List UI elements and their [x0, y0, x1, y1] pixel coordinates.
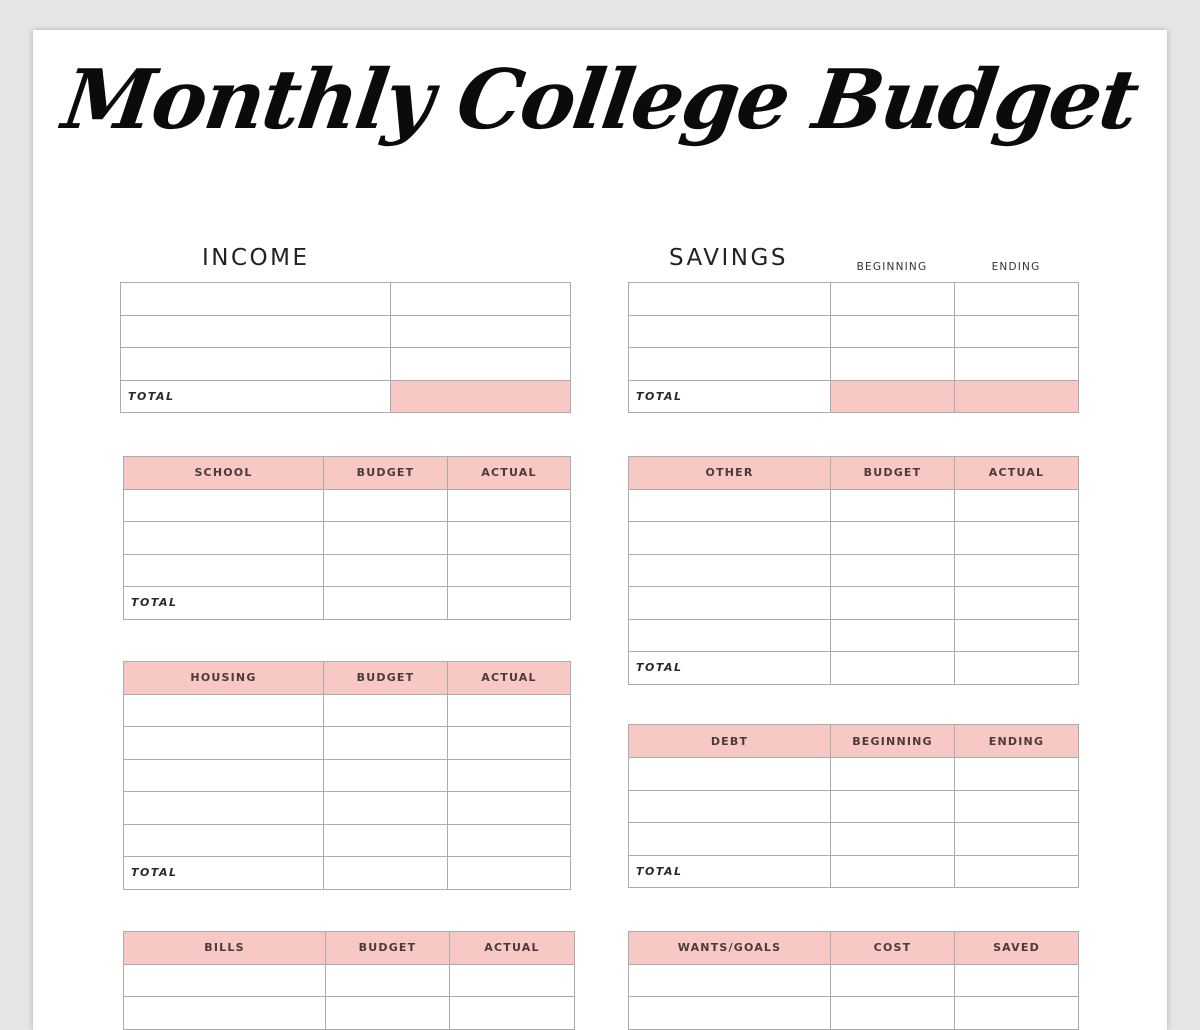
income-source-cell[interactable] [121, 283, 391, 316]
savings-ending-total-cell[interactable] [955, 380, 1079, 413]
school-actual-total-cell[interactable] [448, 587, 571, 620]
debt-ending-total-cell[interactable] [955, 855, 1079, 888]
housing-budget-total-cell[interactable] [324, 857, 448, 890]
actual-header: ACTUAL [955, 457, 1079, 490]
school-header: SCHOOL [124, 457, 324, 490]
savings-total-label: TOTAL [629, 380, 831, 413]
other-budget-cell[interactable] [831, 489, 955, 522]
housing-budget-cell[interactable] [324, 694, 448, 727]
savings-beginning-cell[interactable] [831, 283, 955, 316]
other-budget-cell[interactable] [831, 619, 955, 652]
savings-ending-cell[interactable] [955, 283, 1079, 316]
beginning-header: BEGINNING [831, 725, 955, 758]
debt-beginning-total-cell[interactable] [831, 855, 955, 888]
bills-header: BILLS [124, 932, 326, 965]
housing-actual-cell[interactable] [448, 694, 571, 727]
housing-item-cell[interactable] [124, 792, 324, 825]
other-actual-cell[interactable] [955, 619, 1079, 652]
page-title: Monthly College Budget [57, 52, 1143, 148]
housing-budget-cell[interactable] [324, 727, 448, 760]
debt-beginning-cell[interactable] [831, 823, 955, 856]
wants-goals-header: WANTS/GOALS [629, 932, 831, 965]
school-total-label: TOTAL [124, 587, 324, 620]
savings-label: SAVINGS [669, 245, 788, 271]
budget-header: BUDGET [326, 932, 450, 965]
wants-cost-cell[interactable] [831, 997, 955, 1030]
savings-beginning-total-cell[interactable] [831, 380, 955, 413]
income-label: INCOME [202, 245, 310, 271]
savings-table [628, 282, 1079, 413]
savings-account-cell[interactable] [629, 348, 831, 381]
housing-item-cell[interactable] [124, 727, 324, 760]
school-actual-cell[interactable] [448, 554, 571, 587]
housing-header: HOUSING [124, 662, 324, 695]
housing-total-label: TOTAL [124, 857, 324, 890]
other-item-cell[interactable] [629, 522, 831, 555]
school-budget-total-cell[interactable] [324, 587, 448, 620]
school-item-cell[interactable] [124, 522, 324, 555]
savings-beginning-label: BEGINNING [856, 261, 928, 273]
savings-ending-cell[interactable] [955, 315, 1079, 348]
actual-header: ACTUAL [448, 662, 571, 695]
other-actual-cell[interactable] [955, 522, 1079, 555]
debt-header: DEBT [629, 725, 831, 758]
wants-saved-cell[interactable] [955, 964, 1079, 997]
housing-actual-total-cell[interactable] [448, 857, 571, 890]
debt-total-label: TOTAL [629, 855, 831, 888]
other-budget-cell[interactable] [831, 522, 955, 555]
housing-actual-cell[interactable] [448, 824, 571, 857]
budget-header: BUDGET [324, 457, 448, 490]
other-budget-cell[interactable] [831, 554, 955, 587]
debt-beginning-cell[interactable] [831, 790, 955, 823]
budget-header: BUDGET [324, 662, 448, 695]
other-budget-total-cell[interactable] [831, 652, 955, 685]
savings-ending-cell[interactable] [955, 348, 1079, 381]
other-actual-cell[interactable] [955, 489, 1079, 522]
debt-ending-cell[interactable] [955, 790, 1079, 823]
cost-header: COST [831, 932, 955, 965]
school-actual-cell[interactable] [448, 489, 571, 522]
housing-actual-cell[interactable] [448, 727, 571, 760]
other-total-label: TOTAL [629, 652, 831, 685]
income-table [120, 282, 571, 413]
bills-table [123, 931, 575, 1030]
savings-ending-label: ENDING [991, 261, 1041, 273]
debt-table [628, 724, 1079, 888]
wants-cost-cell[interactable] [831, 964, 955, 997]
debt-ending-cell[interactable] [955, 823, 1079, 856]
debt-beginning-cell[interactable] [831, 758, 955, 791]
bills-actual-cell[interactable] [450, 964, 575, 997]
saved-header: SAVED [955, 932, 1079, 965]
debt-ending-cell[interactable] [955, 758, 1079, 791]
other-actual-cell[interactable] [955, 587, 1079, 620]
debt-item-cell[interactable] [629, 790, 831, 823]
school-budget-cell[interactable] [324, 554, 448, 587]
income-source-cell[interactable] [121, 348, 391, 381]
bills-actual-cell[interactable] [450, 997, 575, 1030]
actual-header: ACTUAL [448, 457, 571, 490]
school-table [123, 456, 571, 620]
housing-budget-cell[interactable] [324, 759, 448, 792]
other-header: OTHER [629, 457, 831, 490]
other-item-cell[interactable] [629, 619, 831, 652]
savings-account-cell[interactable] [629, 283, 831, 316]
income-total-cell[interactable] [391, 380, 571, 413]
savings-beginning-cell[interactable] [831, 315, 955, 348]
wants-item-cell[interactable] [629, 997, 831, 1030]
school-budget-cell[interactable] [324, 489, 448, 522]
housing-actual-cell[interactable] [448, 759, 571, 792]
housing-budget-cell[interactable] [324, 824, 448, 857]
budget-header: BUDGET [831, 457, 955, 490]
wants-saved-cell[interactable] [955, 997, 1079, 1030]
savings-account-cell[interactable] [629, 315, 831, 348]
school-item-cell[interactable] [124, 489, 324, 522]
other-item-cell[interactable] [629, 489, 831, 522]
bills-budget-cell[interactable] [326, 997, 450, 1030]
other-budget-cell[interactable] [831, 587, 955, 620]
debt-item-cell[interactable] [629, 758, 831, 791]
housing-table [123, 661, 571, 890]
income-amount-cell[interactable] [391, 348, 571, 381]
housing-actual-cell[interactable] [448, 792, 571, 825]
ending-header: ENDING [955, 725, 1079, 758]
housing-budget-cell[interactable] [324, 792, 448, 825]
savings-beginning-cell[interactable] [831, 348, 955, 381]
debt-item-cell[interactable] [629, 823, 831, 856]
other-item-cell[interactable] [629, 587, 831, 620]
bills-item-cell[interactable] [124, 997, 326, 1030]
income-amount-cell[interactable] [391, 283, 571, 316]
school-actual-cell[interactable] [448, 522, 571, 555]
other-table [628, 456, 1079, 685]
income-amount-cell[interactable] [391, 315, 571, 348]
bills-budget-cell[interactable] [326, 964, 450, 997]
other-actual-total-cell[interactable] [955, 652, 1079, 685]
bills-item-cell[interactable] [124, 964, 326, 997]
wants-item-cell[interactable] [629, 964, 831, 997]
actual-header: ACTUAL [450, 932, 575, 965]
housing-item-cell[interactable] [124, 824, 324, 857]
wants-goals-table [628, 931, 1079, 1030]
income-total-label: TOTAL [121, 380, 391, 413]
housing-item-cell[interactable] [124, 694, 324, 727]
other-item-cell[interactable] [629, 554, 831, 587]
school-budget-cell[interactable] [324, 522, 448, 555]
other-actual-cell[interactable] [955, 554, 1079, 587]
housing-item-cell[interactable] [124, 759, 324, 792]
income-source-cell[interactable] [121, 315, 391, 348]
school-item-cell[interactable] [124, 554, 324, 587]
